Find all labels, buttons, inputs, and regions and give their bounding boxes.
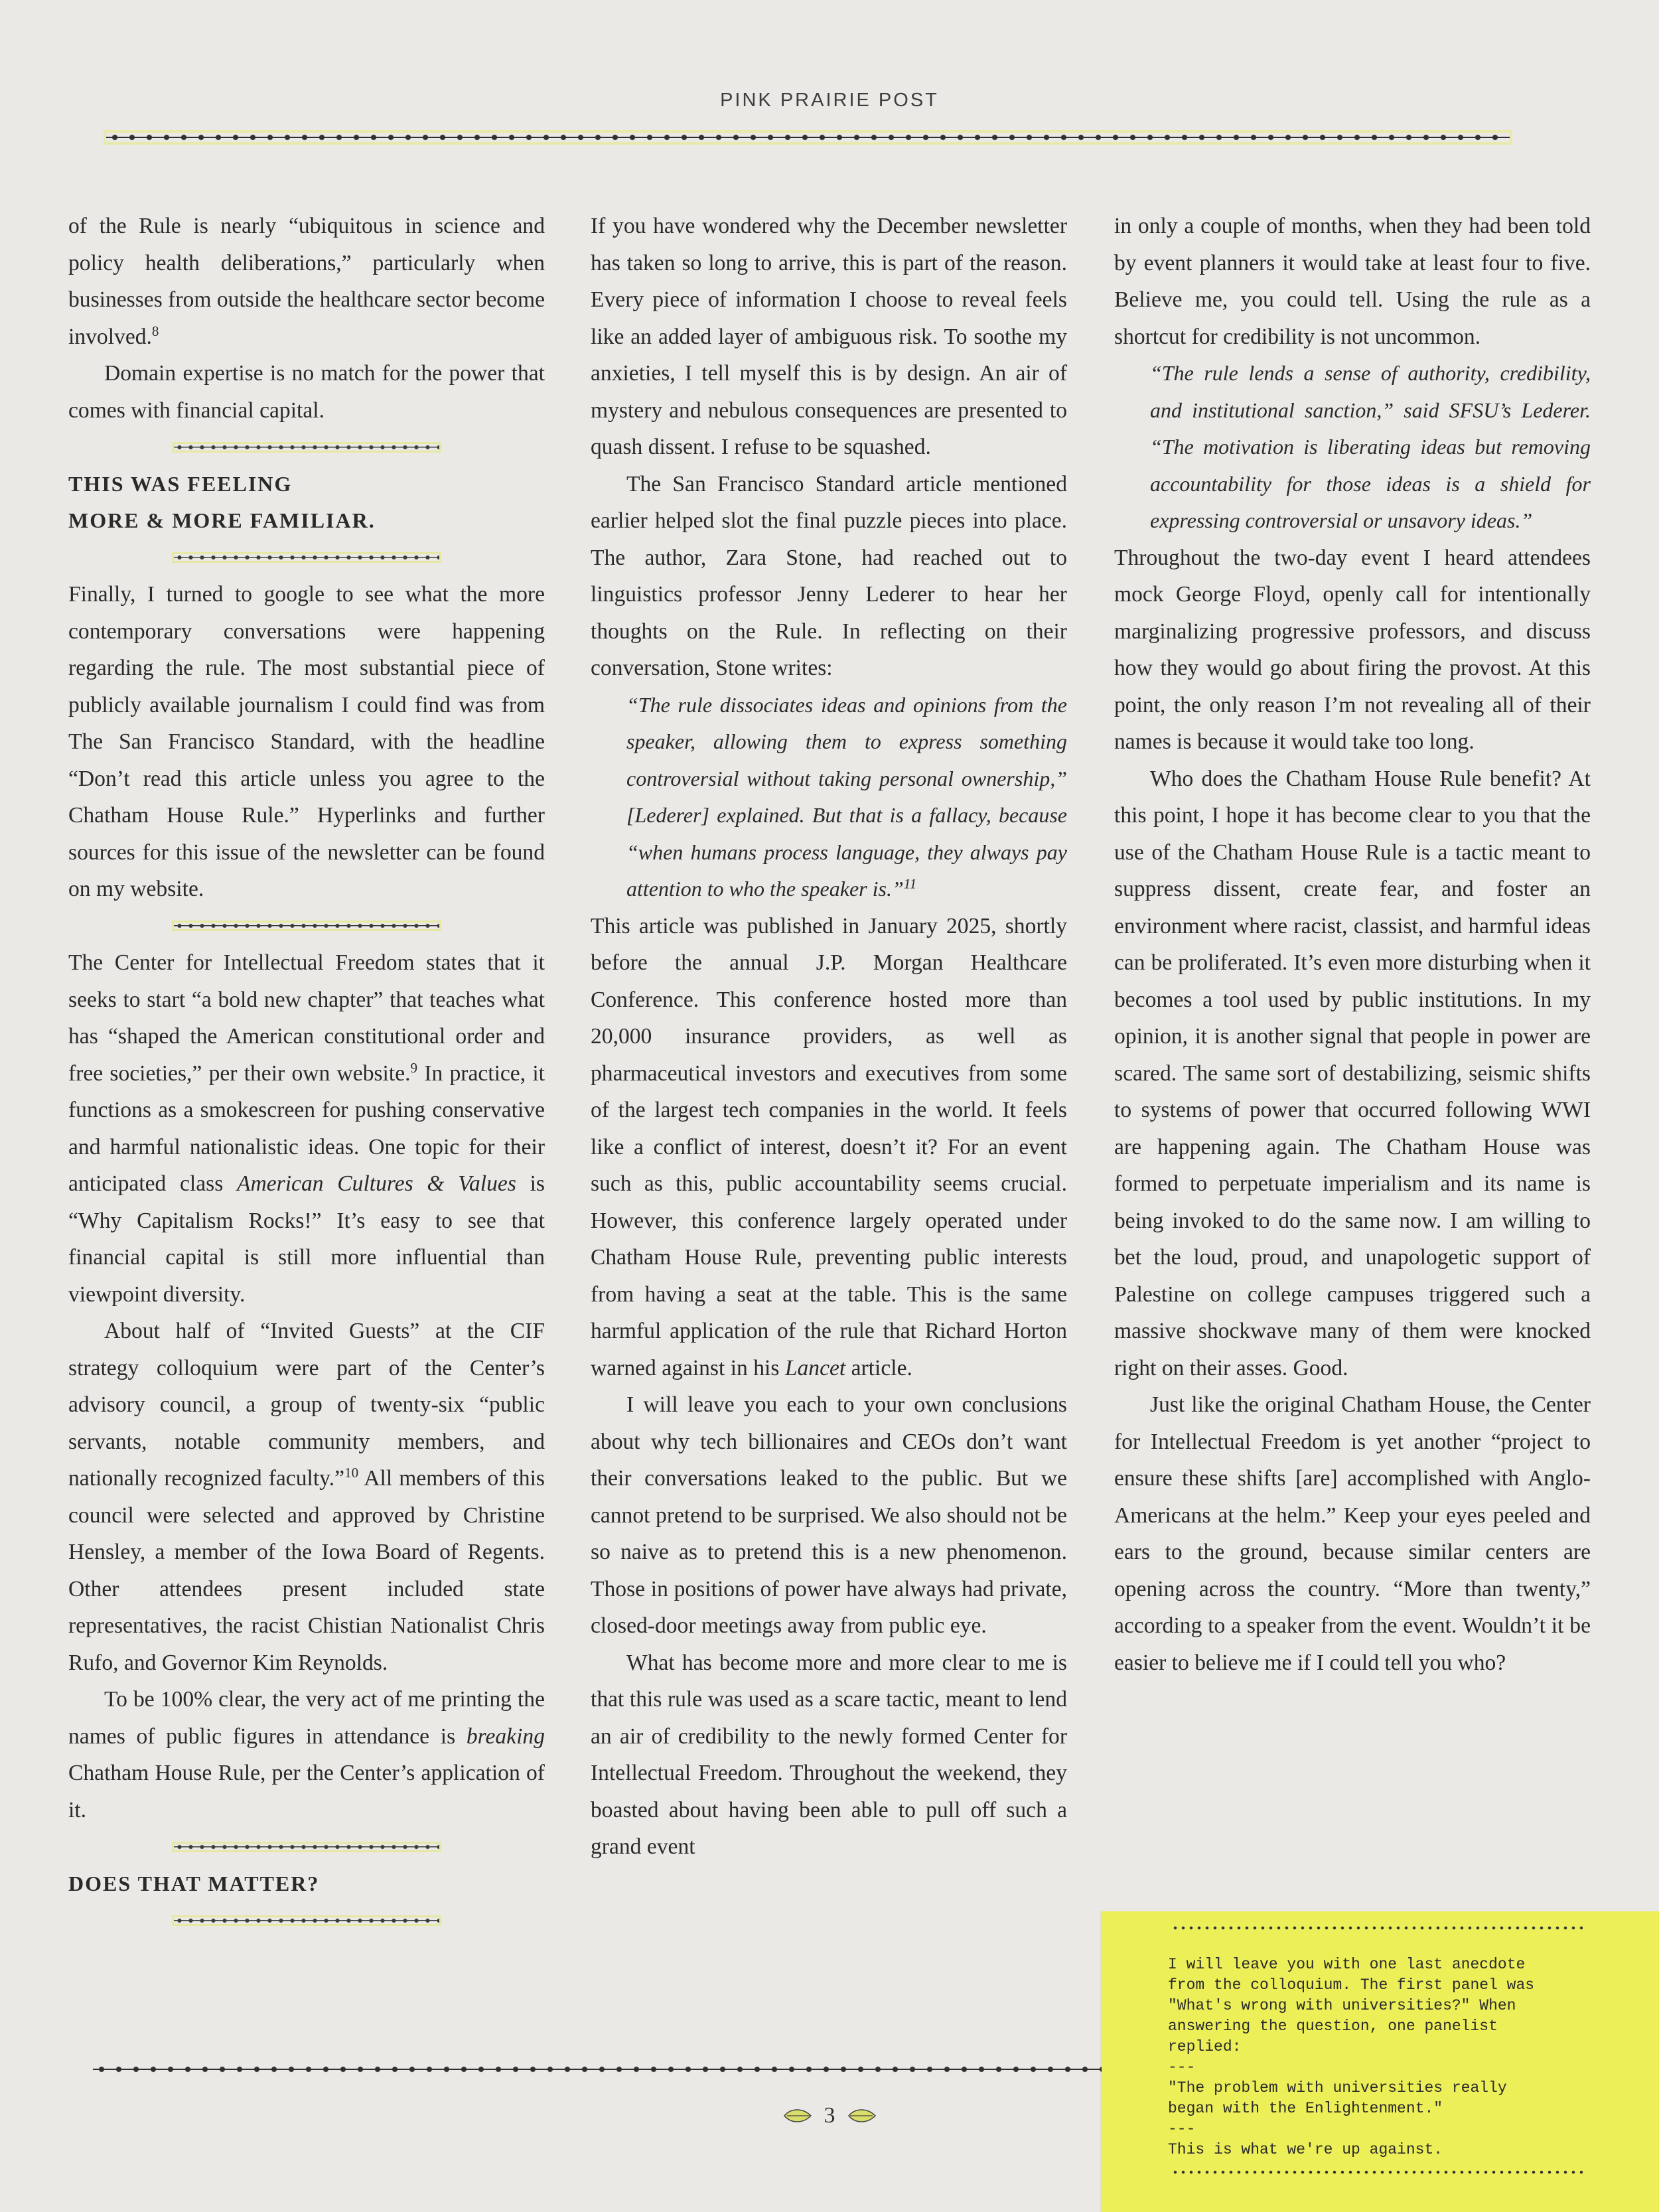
paragraph: Throughout the two-day event I heard attendees mock George Floyd, openly call for intentionally marginalizing progressive professors, and discuss how they would go about firing the provost. At this point, the only reason I’m not revealing all of their names is because it would take too long. <box>1114 545 1591 754</box>
dotted-rule <box>1171 2170 1583 2174</box>
section-heading: MORE & MORE FAMILIAR. <box>68 508 376 532</box>
top-ornament-border <box>106 133 1510 142</box>
leaf-ornament-icon <box>783 2106 812 2125</box>
section-ornament <box>174 922 439 929</box>
paragraph: Domain expertise is no match for the power that comes with financial capital. <box>68 361 545 423</box>
footnote-ref: 10 <box>344 1464 359 1481</box>
paragraph: The San Francisco Standard article mentioned earlier helped slot the final puzzle pieces into place. The author, Zara Stone, had reached out to linguistics professor Jenny Lederer to hear her thoughts on the Rule. In reflecting on their conversation, Stone writes: <box>591 471 1067 680</box>
section-ornament <box>174 1917 439 1924</box>
footnote-ref: 8 <box>151 323 159 339</box>
dotted-rule <box>1171 1926 1583 1930</box>
bottom-ornament-border <box>93 2065 1102 2074</box>
section-ornament <box>174 1844 439 1850</box>
paragraph: I will leave you each to your own conclusions about why tech billionaires and CEOs don’t want their conversations leaked to the public. But we cannot pretend to be surprised. We also should not be so naive as to pretend this is a new phenomenon. Those in positions of power have always had private, closed-door meetings away from public eye. <box>591 1392 1067 1638</box>
paragraph: This article was published in January 2025, shortly before the annual J.P. Morgan Healthcare Conference. This conference hosted more than 20,000 insurance providers, as well as pharmaceutical investors and executives from some of the largest tech companies in the world. It feels like a conflict of interest, doesn’t it? For an event such as this, public accountability seems crucial. However, this conference largely operated under Chatham House Rule, preventing public interests from having a seat at the table. This is the same harmful application of the rule that Richard Horton warned against in his Lancet article. <box>591 913 1067 1380</box>
section-ornament <box>174 444 439 451</box>
block-quote: “The rule dissociates ideas and opinions from the speaker, allowing them to express something controversial without taking personal ownership,” [Lederer] explained. But that is a fallacy, because “when humans process language, they always pay attention to who the speaker is.”$^{11}$ <box>626 692 1067 901</box>
sticky-note <box>1102 1911 1659 2212</box>
section-ornament <box>174 554 439 561</box>
column-left <box>68 208 545 1939</box>
paragraph: The Center for Intellectual Freedom states that it seeks to start “a bold new chapter” that teaches what has “shaped the American constitutional order and free societies,” per their own website.$^9$ In practice, it functions as a smokescreen for pushing conservative and harmful nationalistic ideas. One topic for their anticipated class American Cultures & Values is “Why Capitalism Rocks!” It’s easy to see that financial capital is still more influential than viewpoint diversity. <box>68 950 545 1307</box>
paragraph: What has become more and more clear to me is that this rule was used as a scare tactic, meant to lend an air of credibility to the newly formed Center for Intellectual Freedom. Throughout the weekend, they boasted about having been able to pull off such a grand event <box>591 1650 1067 1859</box>
paragraph: Who does the Chatham House Rule benefit? At this point, I hope it has become clear to you that the use of the Chatham House Rule is a tactic meant to suppress dissent, create fear, and foster an environment where racist, classist, and harmful ideas can be proliferated. It’s even more disturbing when it becomes a tool used by public institutions. In my opinion, it is another signal that people in power are scared. The same sort of destabilizing, seismic shifts to systems of power that occurred following WWI are happening again. The Chatham House was formed to perpetuate imperialism and its name is being invoked to do the same now. I am willing to bet the loud, proud, and unapologetic support of Palestine on college campuses triggered such a massive shockwave many of them were knocked right on their asses. Good. <box>1114 766 1591 1380</box>
leaf-ornament-icon <box>847 2106 877 2125</box>
section-heading: DOES THAT MATTER? <box>68 1871 320 1895</box>
block-quote: “The rule lends a sense of authority, credibility, and institutional sanction,” said SFSU’s Lederer. “The motivation is liberating ideas but removing accountability for those ideas is a shield for expressing controversial or unsavory ideas.” <box>1150 361 1591 532</box>
section-heading: THIS WAS FEELING <box>68 471 293 496</box>
footnote-ref: 9 <box>410 1059 418 1076</box>
footnote-ref: 11 <box>903 875 917 892</box>
masthead: PINK PRAIRIE POST <box>720 90 939 111</box>
paragraph: Just like the original Chatham House, the Center for Intellectual Freedom is yet another “project to ensure these shifts [are] accomplished with Anglo-Americans at the helm.” Keep your eyes peeled and ears to the ground, because similar centers are opening across the country. “More than twenty,” according to a speaker from the event. Wouldn’t it be easier to believe me if I could tell you who? <box>1114 1392 1591 1675</box>
page-number: 3 <box>824 2103 835 2128</box>
paragraph: To be 100% clear, the very act of me printing the names of public figures in attendance is breaking Chatham House Rule, per the Center’s application of it. <box>68 1687 545 1822</box>
column-right <box>1114 208 1591 1681</box>
paragraph: Finally, I turned to google to see what the more contemporary conversations were happening regarding the rule. The most substantial piece of publicly available journalism I could find was from The San Francisco Standard, with the headline “Don’t read this article unless you agree to the Chatham House Rule.” Hyperlinks and further sources for this issue of the newsletter can be found on my website. <box>68 582 545 901</box>
column-middle <box>591 208 1067 1866</box>
paragraph: in only a couple of months, when they had been told by event planners it would take at least four to five. Believe me, you could tell. Using the rule as a shortcut for credibility is not uncommon. <box>1114 214 1591 349</box>
sticky-note-text: I will leave you with one last anecdote from the colloquium. The first panel was "What's wrong with universities?" When answering the question, one panelist replied: --- "The problem with universities really began with the Enlightenment." --- This is what we're up against. <box>1168 1956 1535 2158</box>
page-number-block <box>770 2096 889 2136</box>
paragraph: If you have wondered why the December newsletter has taken so long to arrive, this is part of the reason. Every piece of information I choose to reveal feels like an added layer of ambiguous risk. To soothe my anxieties, I tell myself this is by design. An air of mystery and nebulous consequences are presented to quash dissent. I refuse to be squashed. <box>591 214 1067 459</box>
paragraph: About half of “Invited Guests” at the CIF strategy colloquium were part of the Center’s advisory council, a group of twenty-six “public servants, notable community members, and nationally recognized faculty.”$^{10}$ All members of this council were selected and approved by Christine Hensley, a member of the Iowa Board of Regents. Other attendees present included state representatives, the racist Chistian Nationalist Chris Rufo, and Governor Kim Reynolds. <box>68 1319 545 1675</box>
paragraph: of the Rule is nearly “ubiquitous in science and policy health deliberations,” particularly when businesses from outside the healthcare sector become involved.$^8$ <box>68 214 545 349</box>
